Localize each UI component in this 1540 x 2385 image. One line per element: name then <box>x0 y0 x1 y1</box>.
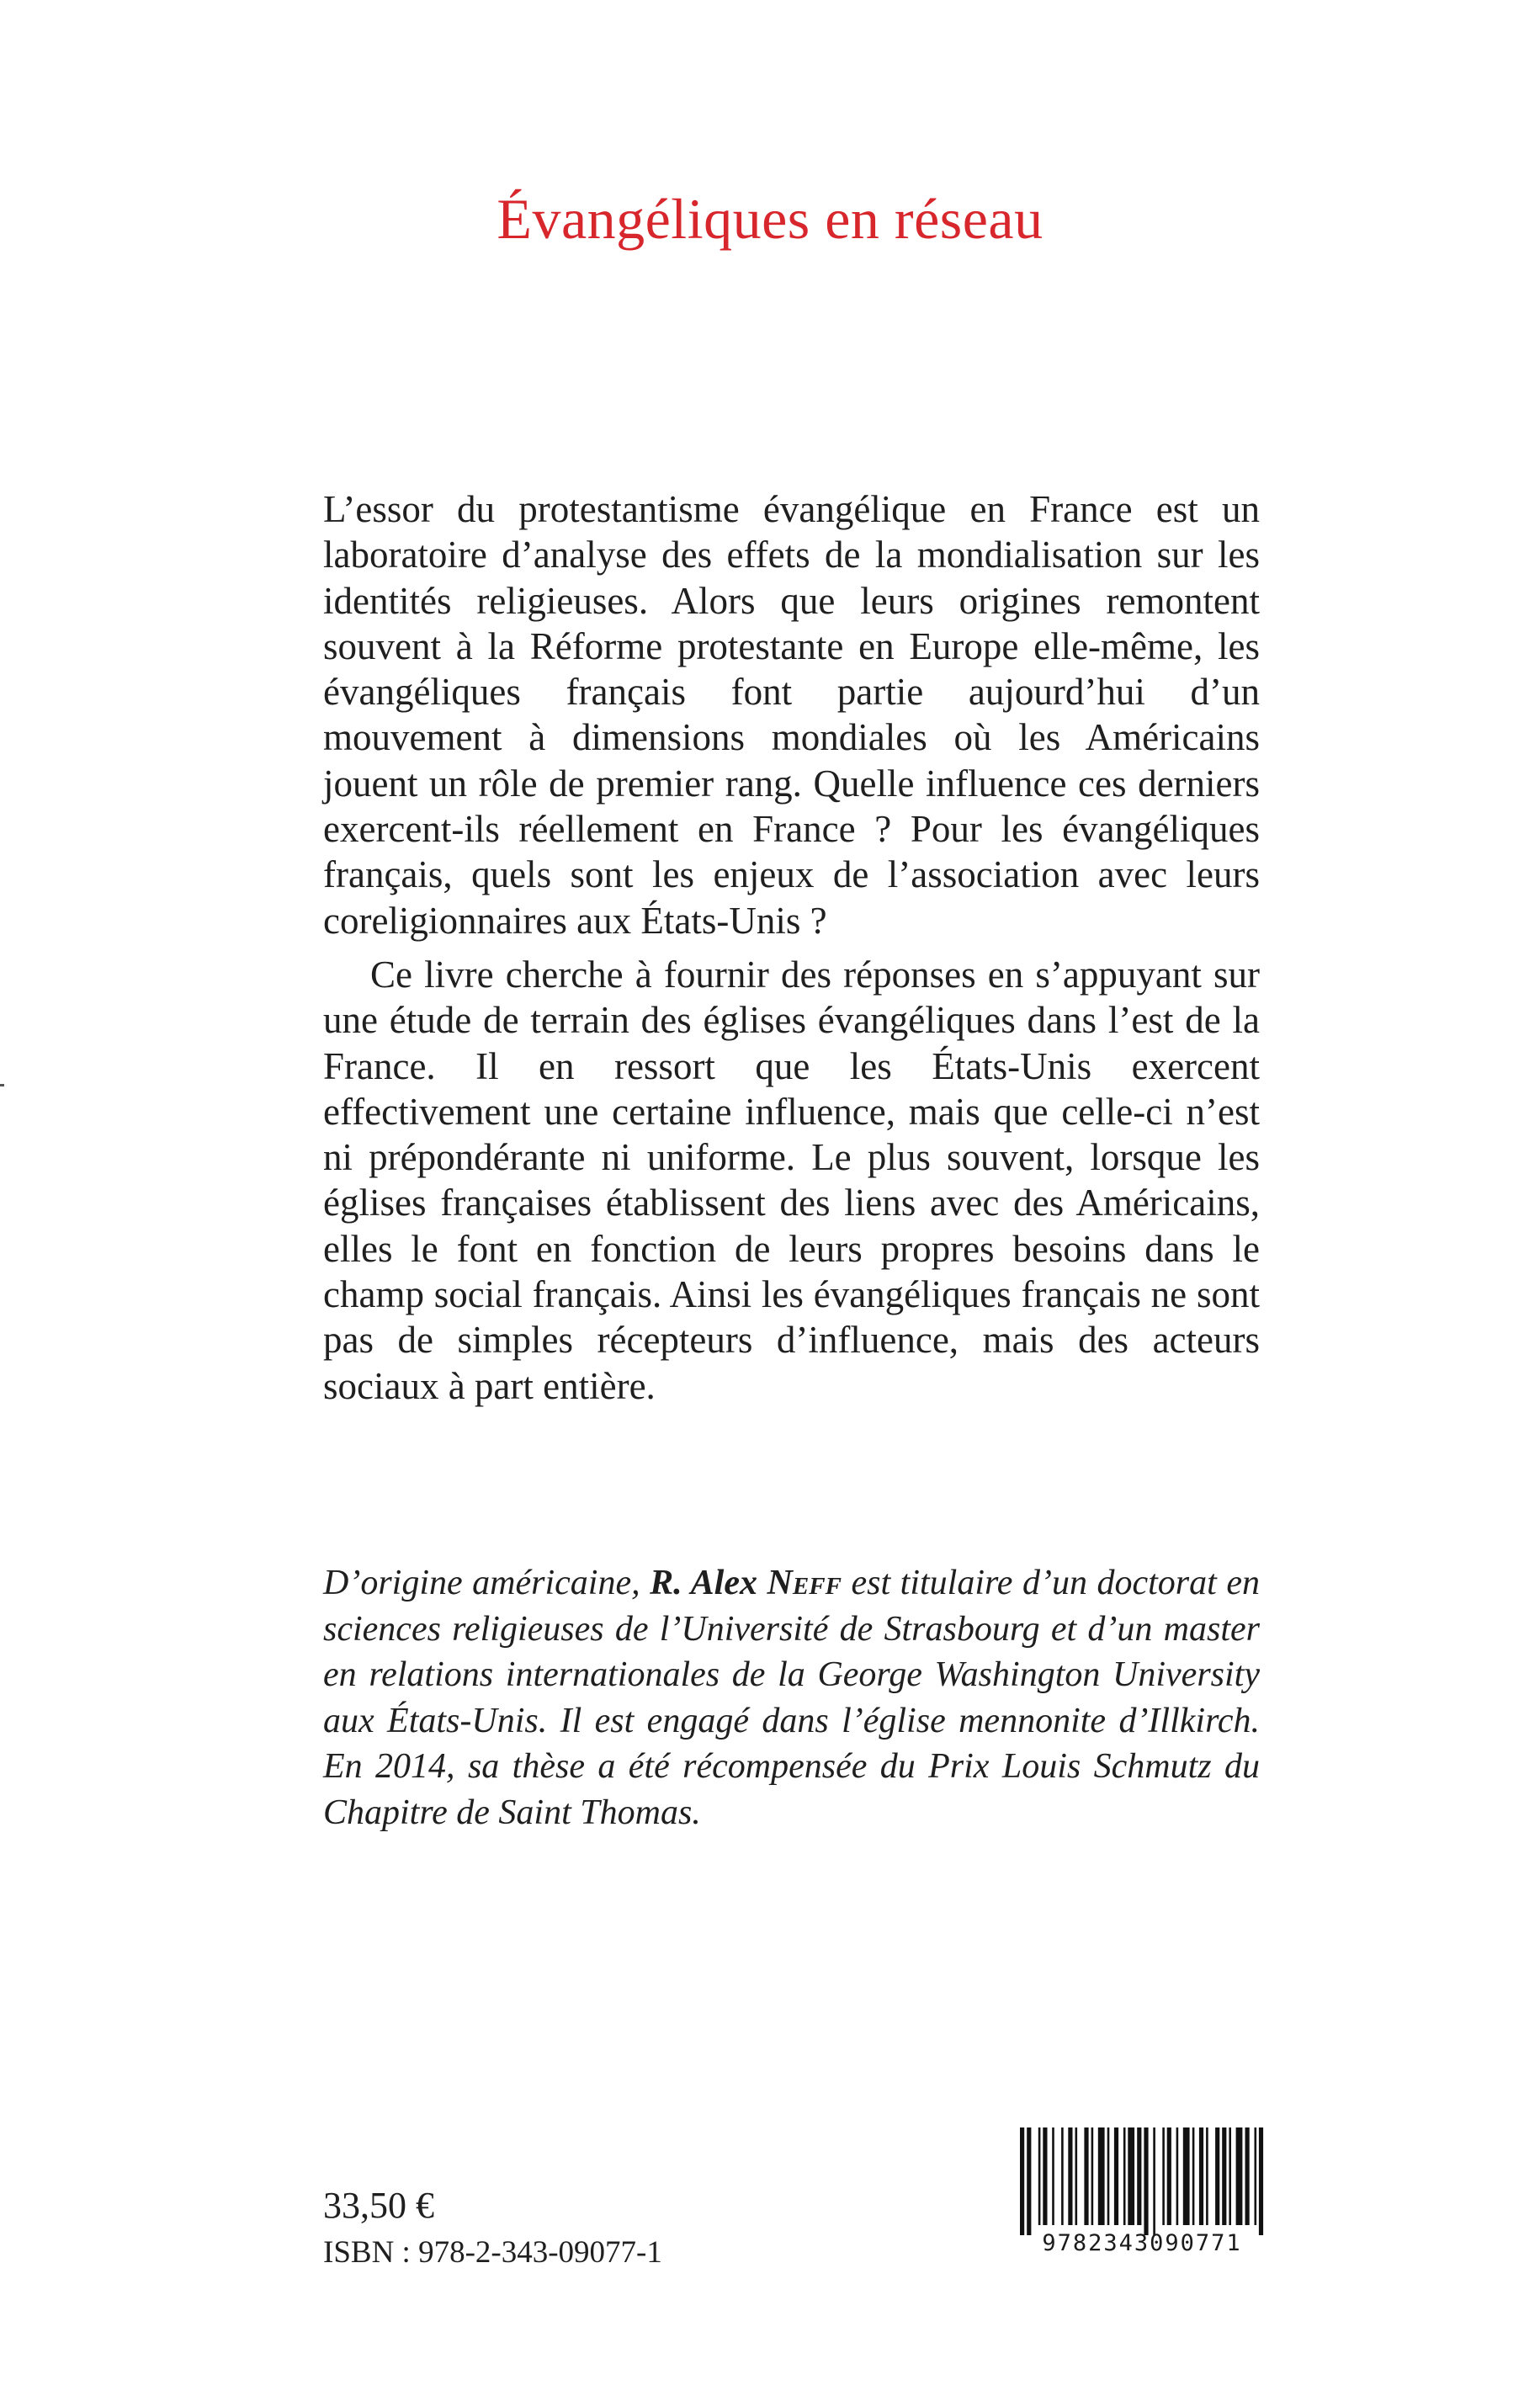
barcode-bar <box>1199 2127 1203 2225</box>
barcode-bar <box>1107 2127 1110 2225</box>
barcode-bar <box>1144 2127 1148 2235</box>
barcode-bar <box>1206 2127 1208 2225</box>
barcode-bar <box>1215 2127 1219 2225</box>
barcode-bar <box>1128 2127 1134 2225</box>
barcode-bar <box>1068 2127 1072 2225</box>
barcode-bar <box>1084 2127 1088 2225</box>
barcode-bar <box>1098 2127 1105 2225</box>
author-bio <box>323 1560 1260 1835</box>
price-label: 33,50 € <box>323 2185 434 2226</box>
isbn-label: ISBN : 978-2-343-09077-1 <box>323 2235 662 2270</box>
barcode-bar <box>1245 2127 1250 2225</box>
bio-intro: D’origine américaine, <box>323 1564 640 1602</box>
book-title: Évangéliques en réseau <box>497 187 1043 251</box>
author-first-name: R. Alex <box>650 1564 757 1602</box>
summary-text <box>323 486 1260 1409</box>
barcode-bar <box>1123 2127 1126 2225</box>
barcode-digits: 9782343090771 <box>1042 2230 1242 2256</box>
barcode-bar <box>1114 2127 1118 2225</box>
barcode-bar <box>1162 2127 1165 2225</box>
barcode-bar <box>1043 2127 1047 2225</box>
barcode-bar <box>1153 2127 1155 2235</box>
barcode-bar <box>1038 2127 1041 2225</box>
barcode-bar <box>1222 2127 1226 2225</box>
barcode-bar <box>1183 2127 1190 2225</box>
barcode-bar <box>1052 2127 1054 2225</box>
barcode-bar <box>1091 2127 1094 2225</box>
barcode-bar <box>1137 2127 1141 2225</box>
barcode-bar <box>1020 2127 1024 2235</box>
barcode-bar <box>1176 2127 1179 2225</box>
barcode-bar <box>1061 2127 1064 2225</box>
barcode-bar <box>1259 2127 1263 2235</box>
bio-details: est titulaire d’un doctorat en sciences religieuses de l’Université de Strasbourg et d’un master en relations internationales de la George Washington University aux États-Unis. Il est engagé dans l’église mennonite d’Illkirch. En 2014, sa thèse a été récompensée du Prix Louis Schmutz du Chapitre de Saint Thomas. <box>323 1564 1260 1832</box>
barcode-bar <box>1075 2127 1078 2225</box>
summary-paragraph-2: Ce livre cherche à fournir des réponses en s’appuyant sur une étude de terrain des églises évangéliques dans l’est de la France. Il en ressort que les États-Unis exercent effectivement une certaine influence, mais que celle-ci n’est ni prépondérante ni uniforme. Le plus souvent, lorsque les églises françaises établissent des liens avec des Américains, elles le font en fonction de leurs propres besoins dans le champ social français. Ainsi les évangéliques français ne sont pas de simples récepteurs d’influence, mais des acteurs sociaux à part entière. <box>323 953 1260 1407</box>
barcode-bar <box>1027 2127 1031 2235</box>
barcode-bar <box>1255 2127 1257 2225</box>
author-last-name: Neff <box>767 1564 842 1602</box>
barcode-bar <box>1236 2127 1243 2225</box>
summary-paragraph-1: L’essor du protestantisme évangélique en France est un laboratoire d’analyse des effets de la mondialisation sur les identités religieuses. Alors que leurs origines remontent souvent à la Réforme protestante en Europe elle-même, les évangéliques français font partie aujourd’hui d’un mouvement à dimensions mondiales où les Américains jouent un rôle de premier rang. Quelle influence ces derniers exercent-ils réellement en France ? Pour les évangéliques français, quels sont les enjeux de l’association avec leurs coreligionnaires aux États-Unis ? <box>323 488 1260 942</box>
barcode-bar <box>1167 2127 1171 2225</box>
edge-mark <box>0 1084 4 1086</box>
barcode-icon <box>1018 2127 1266 2289</box>
barcode-bar <box>1192 2127 1195 2225</box>
barcode-bar <box>1229 2127 1231 2225</box>
